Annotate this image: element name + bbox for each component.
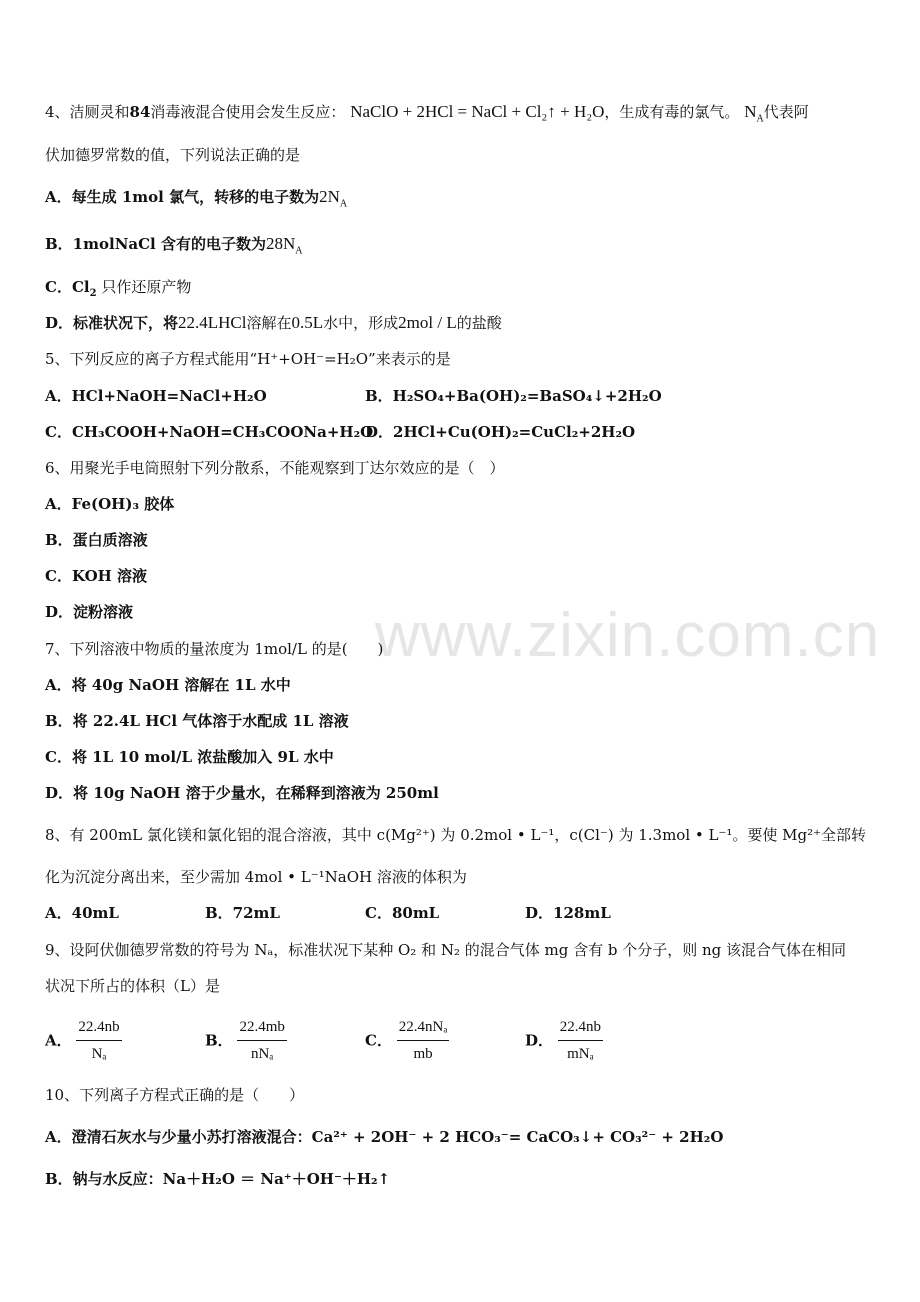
- q4-d-text: D．标准状况下，将: [45, 314, 179, 332]
- q4-a-val: 2N: [319, 187, 340, 206]
- q4-stem-bold: 84: [129, 103, 151, 121]
- q6-option-a: A．Fe(OH)₃ 胶体: [45, 495, 175, 513]
- q9-c-fraction: [397, 1016, 450, 1065]
- q5-option-a: A．HCl+NaOH=NaCl+H₂O: [45, 387, 267, 405]
- q10-option-b: B．钠与水反应：Na＋H₂O ＝ Na⁺＋OH⁻＋H₂↑: [45, 1170, 391, 1188]
- q4-d-mid: 溶解在: [246, 314, 292, 332]
- q4-na: N: [744, 102, 757, 121]
- q4-d-end: 的盐酸: [456, 314, 502, 332]
- q4-equation: NaClO + 2HCl = NaCl + Cl₂↑ + H₂O: [350, 102, 605, 121]
- q4-option-b-text: B．1molNaCl 含有的电子数为: [45, 235, 266, 253]
- q4-c-prefix: C．Cl: [45, 278, 90, 296]
- q9-option-a: [45, 1016, 122, 1065]
- q5-option-b: B．H₂SO₄+Ba(OH)₂=BaSO₄↓+2H₂O: [365, 387, 662, 405]
- q4-d-v3: 2mol / L: [398, 313, 457, 332]
- q9-c-label: C．: [365, 1031, 392, 1050]
- q7-option-c: C．将 1L 10 mol/L 浓盐酸加入 9L 水中: [45, 748, 334, 766]
- q4-d-v1: 22.4LHCl: [178, 313, 247, 332]
- q8-option-d: D．128mL: [525, 904, 611, 922]
- q4-d-v2: 0.5L: [291, 313, 324, 332]
- q4-c-sub: 2: [89, 288, 97, 299]
- q4-option-a-value: [319, 187, 348, 210]
- q9-a-fraction: [76, 1016, 121, 1065]
- q4-option-a-text: A．每生成 1mol 氯气，转移的电子数为: [45, 188, 320, 206]
- q8-option-c: C．80mL: [365, 904, 440, 922]
- q4-d-mid2: 水中，形成: [323, 314, 399, 332]
- q4-c-suffix: 只作还原产物: [96, 278, 192, 296]
- q4-option-c: [45, 276, 191, 298]
- q8-stem-line1: 8、有 200mL 氯化镁和氯化铝的混合溶液，其中 c(Mg²⁺) 为 0.2mol • L⁻¹，c(Cl⁻) 为 1.3mol • L⁻¹。要使 Mg²⁺全部转: [45, 826, 867, 844]
- q4-option-a: [45, 186, 347, 208]
- q8-option-a: A．40mL: [45, 904, 119, 922]
- q6-stem: 6、用聚光手电筒照射下列分散系，不能观察到丁达尔效应的是（ ）: [45, 459, 505, 477]
- q9-a-den: Nₐ: [91, 1046, 107, 1062]
- q9-a-label: A．: [45, 1031, 72, 1050]
- q9-b-label: B．: [205, 1031, 233, 1050]
- q4-stem-prefix: 4、洁厕灵和: [45, 103, 130, 121]
- q9-stem-line2: 状况下所占的体积（L）是: [45, 977, 220, 995]
- q4-option-d: [45, 312, 502, 334]
- q6-option-b: B．蛋白质溶液: [45, 531, 148, 549]
- q5-option-d: D．2HCl+Cu(OH)₂=CuCl₂+2H₂O: [365, 423, 636, 441]
- q9-a-num: 22.4nb: [76, 1016, 121, 1041]
- q9-c-den: mb: [413, 1046, 433, 1062]
- q6-option-d: D．淀粉溶液: [45, 603, 134, 621]
- q9-d-num: 22.4nb: [558, 1016, 603, 1041]
- q4-stem-end: 代表阿: [763, 103, 809, 121]
- q5-stem: 5、下列反应的离子方程式能用“H⁺+OH⁻=H₂O”来表示的是: [45, 350, 451, 368]
- q4-a-sub: A: [339, 198, 348, 210]
- q8-stem-line2: 化为沉淀分离出来，至少需加 4mol • L⁻¹NaOH 溶液的体积为: [45, 868, 467, 886]
- q4-option-b-value: [265, 234, 303, 257]
- q4-b-val: 28N: [265, 234, 296, 253]
- q4-option-b: [45, 233, 303, 255]
- q9-option-b: [205, 1016, 287, 1065]
- q7-stem: 7、下列溶液中物质的量浓度为 1mol/L 的是( ): [45, 640, 384, 658]
- q4-stem-line1: [45, 101, 809, 123]
- q6-option-c: C．KOH 溶液: [45, 567, 148, 585]
- q10-option-a: A．澄清石灰水与少量小苏打溶液混合：Ca²⁺ + 2OH⁻ + 2 HCO₃⁻= CaCO₃↓+ CO₃²⁻ + 2H₂O: [45, 1128, 724, 1146]
- q5-option-c: C．CH₃COOH+NaOH=CH₃COONa+H₂O: [45, 423, 374, 441]
- q4-stem-line2: 伏加德罗常数的值，下列说法正确的是: [45, 146, 301, 164]
- q9-option-c: [365, 1016, 449, 1065]
- q4-na-sub: A: [756, 113, 764, 125]
- q9-b-fraction: [237, 1016, 286, 1065]
- q9-b-den: nNₐ: [250, 1046, 274, 1062]
- q4-stem-mid: 消毒液混合使用会发生反应：: [150, 103, 346, 121]
- q9-d-den: mNₐ: [567, 1046, 594, 1062]
- q10-stem: 10、下列离子方程式正确的是（ ）: [45, 1086, 305, 1104]
- q9-option-d: [525, 1016, 603, 1065]
- q8-option-b: B．72mL: [205, 904, 280, 922]
- q4-b-sub: A: [295, 245, 303, 257]
- q4-na-symbol: [744, 102, 764, 125]
- q9-b-num: 22.4mb: [237, 1016, 286, 1041]
- q4-stem-suffix: ，生成有毒的氯气。: [604, 103, 740, 121]
- q9-d-label: D．: [525, 1031, 554, 1050]
- q9-stem-line1: 9、设阿伏伽德罗常数的符号为 Nₐ，标准状况下某种 O₂ 和 N₂ 的混合气体 mg 含有 b 个分子，则 ng 该混合气体在相同: [45, 941, 847, 959]
- watermark: www.zixin.com.cn: [375, 601, 881, 670]
- q7-option-d: D．将 10g NaOH 溶于少量水，在稀释到溶液为 250ml: [45, 784, 439, 802]
- q7-option-b: B．将 22.4L HCl 气体溶于水配成 1L 溶液: [45, 712, 349, 730]
- q9-c-num: 22.4nNₐ: [397, 1016, 450, 1041]
- q7-option-a: A．将 40g NaOH 溶解在 1L 水中: [45, 676, 291, 694]
- q9-d-fraction: [558, 1016, 603, 1065]
